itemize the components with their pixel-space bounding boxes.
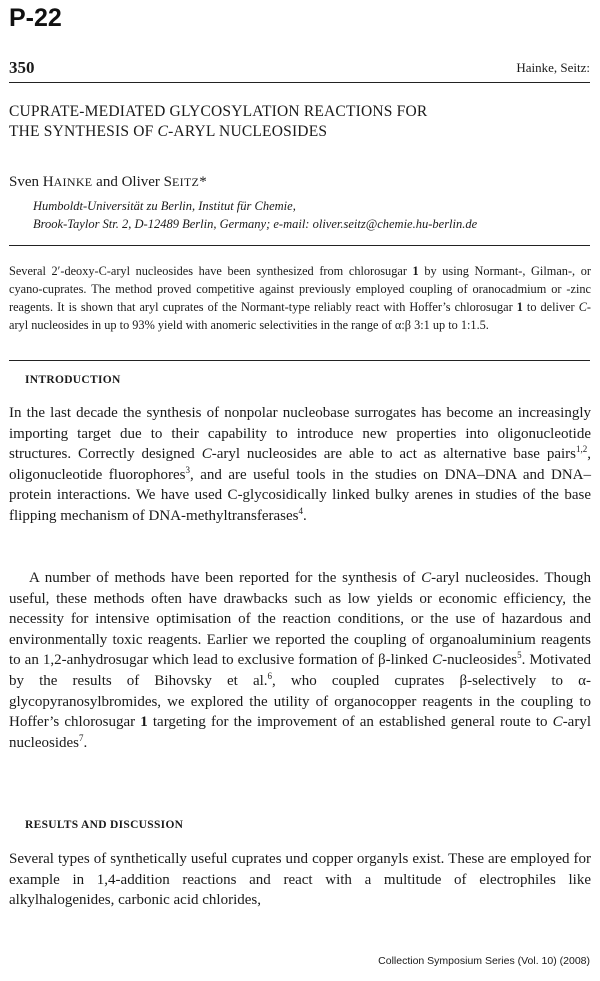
abstract-top-rule [9, 245, 590, 246]
affiliation-line-2: Brook-Taylor Str. 2, D-12489 Berlin, Germany; e-mail: oliver.seitz@chemie.hu-berlin.de [33, 217, 478, 231]
page-number: 350 [9, 58, 35, 77]
author-1-cap: H [42, 174, 54, 190]
citation: 7 [78, 732, 84, 743]
author-1-rest: AINKE [53, 175, 93, 189]
citation: 6 [267, 670, 273, 681]
compound-ref: 1 [412, 264, 419, 278]
section-introduction: INTRODUCTION [25, 374, 121, 386]
footer-series: Collection Symposium Series (Vol. 10) (2008) [378, 955, 590, 967]
body-text: -aryl nucleosides [9, 714, 592, 751]
author-2-rest: EITZ [172, 175, 200, 189]
citation: 1,2 [576, 444, 588, 455]
article-title [9, 102, 569, 142]
title-line-1: CUPRATE-MEDIATED GLYCOSYLATION REACTIONS FOR [9, 103, 428, 120]
body-text: , who coupled cuprates β-selectively to α-glycopyranosylbromides, we explored the utility of organocopper reagents in the coupling to Hoffer’s chlorosugar [9, 672, 591, 731]
author-1-first: Sven [9, 174, 43, 190]
section-results: RESULTS AND DISCUSSION [25, 819, 184, 831]
title-italic-c: C [157, 123, 169, 140]
compound-ref: 1 [516, 300, 523, 314]
abstract-text: by using Normant-, Gilman-, or cyano-cuprates. The method proved competitive against previously employed coupling of oranocadmium or -zinc reagents. It is shown that aryl cuprates of the Normant-type reliably react with Hoffer’s chlorosugar [9, 264, 591, 314]
affiliation-line-1: Humboldt-Universität zu Berlin, Institut für Chemie, [33, 199, 296, 213]
italic-c: C [201, 446, 212, 463]
body-text: -aryl nucleosides are able to act as alternative base pairs [211, 446, 577, 463]
body-text: targeting for the improvement of an established general route to [147, 714, 553, 731]
affiliation [33, 197, 477, 233]
citation: 4 [298, 505, 304, 516]
body-text: . Motivated by the results of Bihovsky et al. [9, 652, 591, 689]
corresponding-star: * [199, 174, 207, 190]
body-text: , oligonucleotide fluorophores [9, 446, 592, 483]
author-2-cap: S [163, 174, 172, 190]
body-text: , and are useful tools in the studies on DNA–DNA and DNA–protein interactions. We have used C-glycosidically linked bulky arenes in studies of the base flipping mechanism of DNA-methyltransferases [9, 466, 591, 524]
citation: 3 [185, 464, 190, 475]
intro-paragraph-1 [9, 403, 591, 527]
abstract-bottom-rule [9, 360, 590, 361]
authors [9, 174, 207, 191]
italic-c: C [552, 714, 563, 731]
body-text: . [303, 507, 307, 524]
italic-c: C [421, 570, 432, 586]
body-text: -nucleosides [442, 652, 518, 669]
running-head: Hainke, Seitz: [516, 60, 590, 75]
header-rule [9, 82, 590, 83]
results-paragraph-1: Several types of synthetically useful cuprates und copper organyls exist. These are employed for example in 1,4-addition reactions and react with a multitude of electrophiles like alkylhalogenides, carbonic acid chlorides, [9, 851, 591, 909]
italic-c: C [432, 652, 443, 669]
body-text: . [83, 734, 88, 751]
abstract-text: to deliver [522, 300, 579, 314]
body-text: In the last decade the synthesis of nonpolar nucleobase surrogates has become an increasingly importing target due to their capability to introduce new properties into oligonucleotide structures. Correctly designed [9, 405, 591, 463]
italic-c: C [578, 300, 587, 314]
page-code: P-22 [9, 4, 62, 32]
title-line-2-end: -ARYL NUCLEOSIDES [168, 123, 328, 140]
abstract [9, 262, 591, 334]
abstract-text: Several 2′-deoxy-C-aryl nucleosides have been synthesized from chlorosugar [9, 264, 413, 278]
author-joiner: and Oliver [92, 174, 164, 190]
title-line-2-start: THE SYNTHESIS OF [9, 123, 158, 140]
running-header [9, 58, 590, 80]
body-text: A number of methods have been reported for the synthesis of [29, 570, 422, 586]
citation: 5 [517, 650, 522, 661]
abstract-text: -aryl nucleosides in up to 93% yield with anomeric selectivities in the range of α:β 3:1 up to 1:1.5. [9, 300, 591, 332]
compound-ref: 1 [140, 714, 148, 731]
intro-paragraph-2 [9, 568, 591, 753]
body-text: -aryl nucleosides. Though useful, these methods often have drawbacks such as low yields or economic efficiency, the necessity for intensive optimisation of the reaction conditions, or the use of hazardous and environmentally toxic reagents. Earlier we reported the coupling of organoaluminium reagents to an 1,2-anhydrosugar which lead to exclusive formation of β-linked [9, 570, 591, 669]
